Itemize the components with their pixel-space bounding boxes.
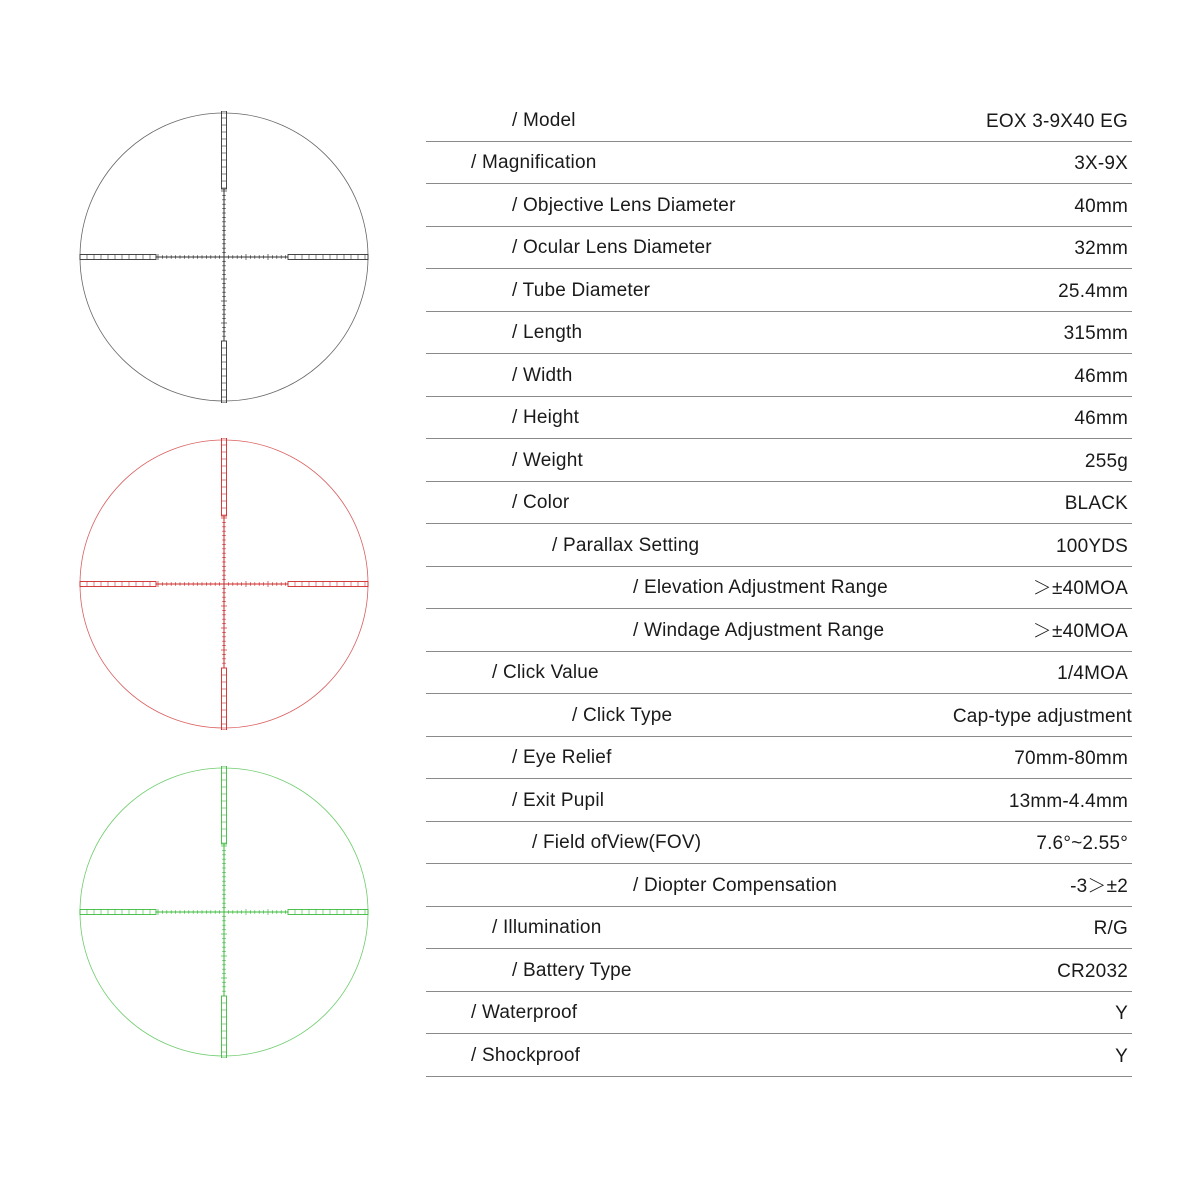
- spec-label: / Eye Relief: [512, 747, 612, 768]
- spec-label: / Magnification: [471, 152, 597, 173]
- reticle-post: [222, 766, 227, 844]
- spec-row-elevation: [426, 567, 1132, 610]
- spec-label: / Model: [512, 109, 576, 131]
- spec-label: / Shockproof: [471, 1044, 581, 1066]
- spec-label: / Elevation Adjustment Range: [633, 577, 888, 598]
- spec-label: / Illumination: [492, 917, 602, 938]
- spec-row-magnification: [426, 142, 1132, 185]
- spec-row-waterproof: [426, 992, 1132, 1035]
- spec-value: Cap-type adjustment: [952, 705, 1132, 727]
- spec-label: / Parallax Setting: [552, 534, 700, 556]
- tick-marks: [158, 191, 286, 336]
- spec-label: / Length: [512, 322, 583, 343]
- spec-row-eye-relief: [426, 737, 1132, 780]
- reticle-graphic: [78, 766, 370, 1058]
- spec-row-weight: [426, 439, 1132, 482]
- spec-label: / Click Type: [572, 704, 673, 726]
- spec-value: 46mm: [1074, 365, 1128, 387]
- spec-value: 315mm: [1063, 323, 1128, 344]
- spec-row-tube-diameter: [426, 269, 1132, 312]
- reticle-post: [222, 111, 227, 189]
- spec-row-illumination: [426, 907, 1132, 950]
- spec-row-ocular-lens: [426, 227, 1132, 270]
- reticle-post: [288, 910, 368, 915]
- spec-label: / Windage Adjustment Range: [633, 619, 885, 641]
- spec-row-height: [426, 397, 1132, 440]
- spec-label: / Height: [512, 407, 580, 428]
- spec-label: / Waterproof: [471, 1002, 578, 1023]
- reticle-post: [80, 582, 156, 587]
- spec-label: / Diopter Compensation: [633, 874, 838, 896]
- spec-value: ＞±40MOA: [1032, 578, 1128, 599]
- spec-value: Y: [1115, 1045, 1128, 1067]
- spec-label: / Exit Pupil: [512, 789, 605, 811]
- spec-label: / Width: [512, 364, 573, 386]
- reticle-post: [288, 582, 368, 587]
- spec-value: Y: [1115, 1003, 1128, 1024]
- spec-row-objective-lens: [426, 184, 1132, 227]
- reticle-graphic: [78, 438, 370, 730]
- spec-label: / Field ofView(FOV): [532, 832, 702, 853]
- red-reticle: [78, 438, 370, 730]
- spec-label: / Weight: [512, 449, 583, 471]
- spec-value: 70mm-80mm: [1014, 748, 1128, 769]
- spec-label: / Tube Diameter: [512, 279, 651, 301]
- spec-value: R/G: [1093, 918, 1128, 939]
- spec-value: 25.4mm: [1058, 280, 1128, 302]
- spec-row-click-value: [426, 652, 1132, 695]
- spec-row-width: [426, 354, 1132, 397]
- green-reticle: [78, 766, 370, 1058]
- spec-value: ＞±40MOA: [1032, 620, 1128, 642]
- reticle-post: [222, 341, 227, 403]
- spec-row-length: [426, 312, 1132, 355]
- spec-label: / Ocular Lens Diameter: [512, 237, 712, 258]
- spec-value: EOX 3-9X40 EG: [985, 110, 1128, 132]
- spec-row-battery-type: [426, 949, 1132, 992]
- spec-label: / Battery Type: [512, 959, 632, 981]
- spec-row-click-type: [426, 694, 1132, 737]
- spec-value: 40mm: [1074, 195, 1128, 217]
- spec-label: / Objective Lens Diameter: [512, 194, 736, 216]
- spec-table: [426, 99, 1132, 1077]
- spec-value: -3＞±2: [1070, 875, 1128, 897]
- spec-row-model: [426, 99, 1132, 142]
- spec-value: 7.6°~2.55°: [1036, 833, 1128, 854]
- spec-row-parallax: [426, 524, 1132, 567]
- spec-row-windage: [426, 609, 1132, 652]
- spec-label: / Click Value: [492, 662, 599, 683]
- reticle-post: [222, 996, 227, 1058]
- reticle-graphic: [78, 111, 370, 403]
- spec-label: / Color: [512, 492, 570, 513]
- reticle-post: [288, 255, 368, 260]
- spec-row-diopter: [426, 864, 1132, 907]
- black-reticle: [78, 111, 370, 403]
- spec-value: 46mm: [1074, 408, 1128, 429]
- reticle-post: [80, 255, 156, 260]
- spec-value: 255g: [1084, 450, 1128, 472]
- spec-value: CR2032: [1057, 960, 1128, 982]
- tick-marks: [158, 846, 286, 991]
- spec-row-exit-pupil: [426, 779, 1132, 822]
- spec-value: 3X-9X: [1074, 153, 1128, 174]
- spec-value: 1/4MOA: [1057, 663, 1128, 684]
- spec-value: 32mm: [1074, 238, 1128, 259]
- reticle-post: [80, 910, 156, 915]
- spec-value: 13mm-4.4mm: [1008, 790, 1128, 812]
- spec-row-color: [426, 482, 1132, 525]
- reticle-post: [222, 668, 227, 730]
- spec-row-fov: [426, 822, 1132, 865]
- spec-row-shockproof: [426, 1034, 1132, 1077]
- spec-value: BLACK: [1064, 493, 1128, 514]
- spec-value: 100YDS: [1056, 535, 1128, 557]
- tick-marks: [158, 518, 286, 663]
- reticle-post: [222, 438, 227, 516]
